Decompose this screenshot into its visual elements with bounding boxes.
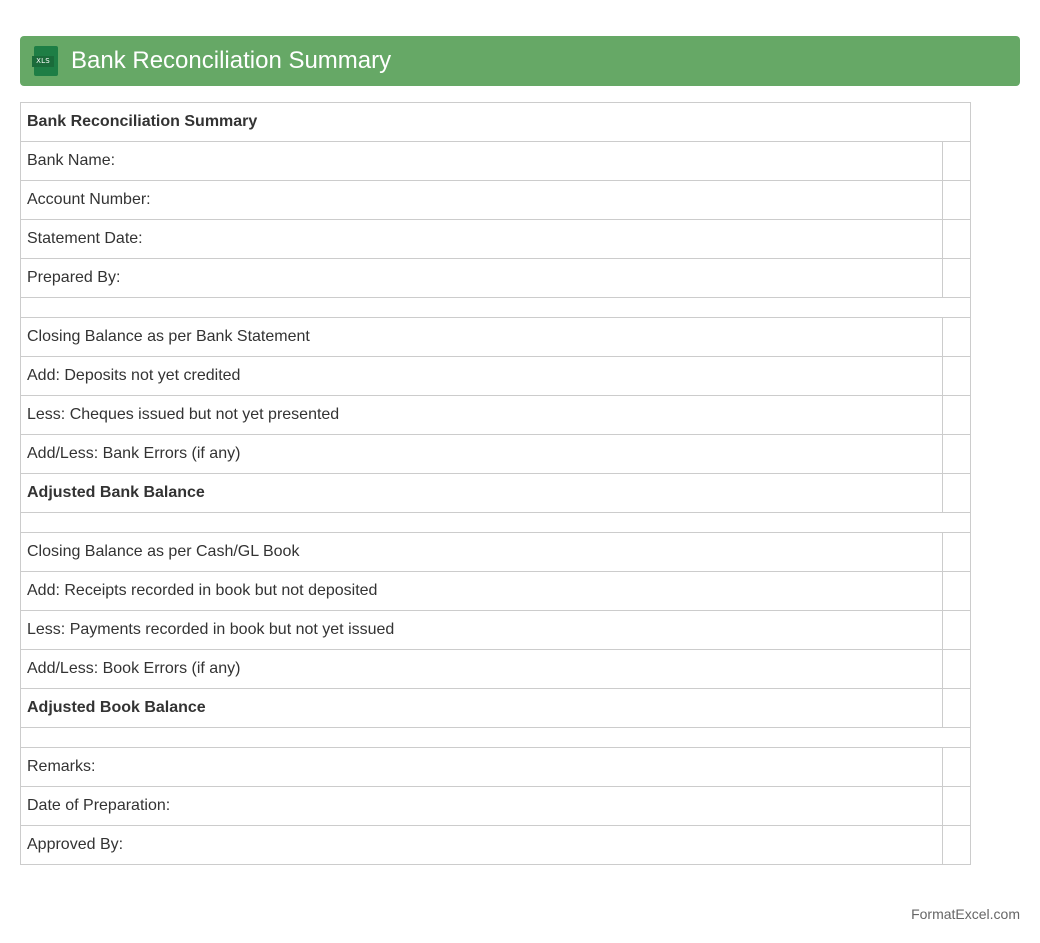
row-value-cell[interactable] bbox=[943, 396, 971, 435]
table-row bbox=[21, 611, 971, 650]
table-row bbox=[21, 181, 971, 220]
spacer-row bbox=[21, 513, 971, 533]
row-value-cell[interactable] bbox=[943, 826, 971, 865]
table-title: Bank Reconciliation Summary bbox=[21, 103, 971, 142]
row-label: Account Number: bbox=[21, 181, 943, 220]
table-row bbox=[21, 650, 971, 689]
row-value-cell[interactable] bbox=[943, 689, 971, 728]
spacer-cell bbox=[21, 298, 971, 318]
row-value-cell[interactable] bbox=[943, 259, 971, 298]
table-row bbox=[21, 572, 971, 611]
row-label: Statement Date: bbox=[21, 220, 943, 259]
row-value-cell[interactable] bbox=[943, 611, 971, 650]
spacer-cell bbox=[21, 513, 971, 533]
row-label: Closing Balance as per Bank Statement bbox=[21, 318, 943, 357]
row-label: Remarks: bbox=[21, 748, 943, 787]
table-row bbox=[21, 474, 971, 513]
spacer-cell bbox=[21, 728, 971, 748]
row-value-cell[interactable] bbox=[943, 435, 971, 474]
spacer-row bbox=[21, 298, 971, 318]
table-row bbox=[21, 396, 971, 435]
row-label: Add: Deposits not yet credited bbox=[21, 357, 943, 396]
table-row bbox=[21, 357, 971, 396]
reconciliation-table bbox=[20, 102, 971, 865]
row-label: Add: Receipts recorded in book but not deposited bbox=[21, 572, 943, 611]
row-label: Adjusted Bank Balance bbox=[21, 474, 943, 513]
row-value-cell[interactable] bbox=[943, 181, 971, 220]
table-row bbox=[21, 435, 971, 474]
table-row bbox=[21, 533, 971, 572]
row-label: Approved By: bbox=[21, 826, 943, 865]
table-row bbox=[21, 318, 971, 357]
table-row bbox=[21, 689, 971, 728]
table-row bbox=[21, 142, 971, 181]
page-header bbox=[20, 36, 1020, 86]
table-row bbox=[21, 826, 971, 865]
row-label: Add/Less: Bank Errors (if any) bbox=[21, 435, 943, 474]
row-label: Bank Name: bbox=[21, 142, 943, 181]
table-row bbox=[21, 748, 971, 787]
row-value-cell[interactable] bbox=[943, 787, 971, 826]
row-label: Add/Less: Book Errors (if any) bbox=[21, 650, 943, 689]
row-value-cell[interactable] bbox=[943, 533, 971, 572]
xls-icon-label: XLS bbox=[32, 56, 54, 67]
row-label: Closing Balance as per Cash/GL Book bbox=[21, 533, 943, 572]
row-value-cell[interactable] bbox=[943, 572, 971, 611]
row-label: Date of Preparation: bbox=[21, 787, 943, 826]
table-row bbox=[21, 220, 971, 259]
row-label: Less: Cheques issued but not yet presented bbox=[21, 396, 943, 435]
spacer-row bbox=[21, 728, 971, 748]
table-row bbox=[21, 259, 971, 298]
row-label: Prepared By: bbox=[21, 259, 943, 298]
row-value-cell[interactable] bbox=[943, 142, 971, 181]
footer-brand[interactable]: FormatExcel.com bbox=[911, 906, 1020, 922]
xls-file-icon bbox=[32, 46, 60, 76]
row-value-cell[interactable] bbox=[943, 474, 971, 513]
row-value-cell[interactable] bbox=[943, 357, 971, 396]
row-value-cell[interactable] bbox=[943, 748, 971, 787]
row-value-cell[interactable] bbox=[943, 220, 971, 259]
row-label: Less: Payments recorded in book but not yet issued bbox=[21, 611, 943, 650]
row-label: Adjusted Book Balance bbox=[21, 689, 943, 728]
row-value-cell[interactable] bbox=[943, 650, 971, 689]
table-row bbox=[21, 787, 971, 826]
table-title-row bbox=[21, 103, 971, 142]
page-title: Bank Reconciliation Summary bbox=[71, 47, 392, 74]
row-value-cell[interactable] bbox=[943, 318, 971, 357]
